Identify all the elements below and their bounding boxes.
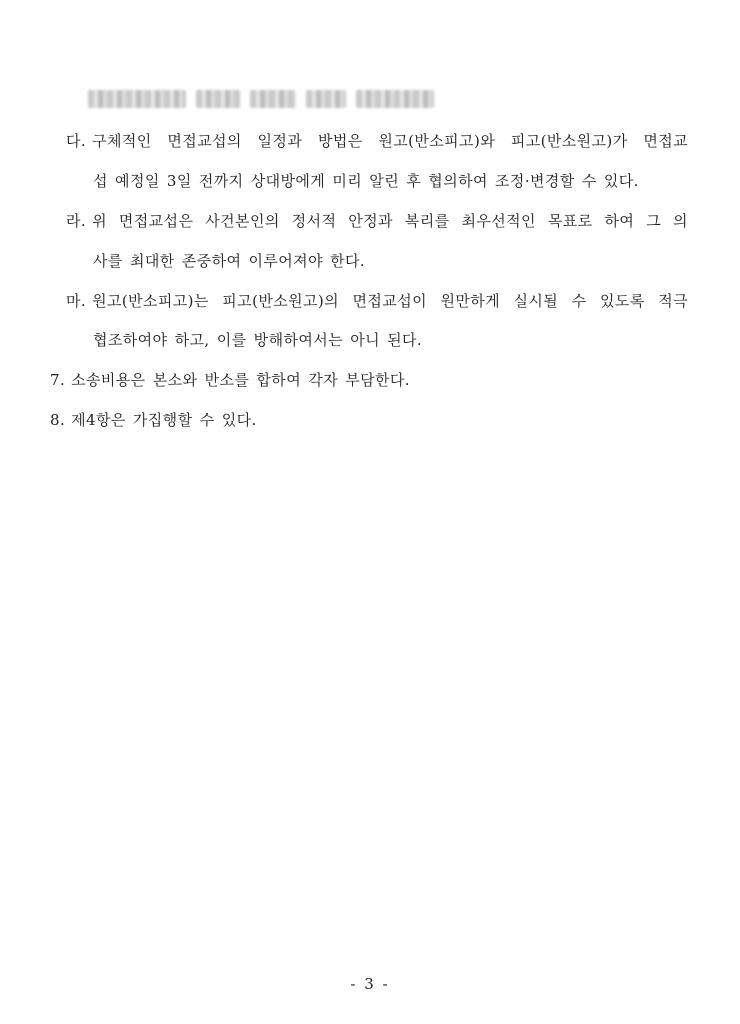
numbered-item-8 [50,410,257,430]
word: 안정과 [348,212,393,230]
word: 피고(반소원고)의 [222,292,340,310]
word: 면접교섭은 [118,212,194,230]
word: 있도록 [600,292,645,310]
word: 방법은 [317,132,363,150]
word: 목표로 [547,212,593,230]
word: 위 [92,212,107,230]
word: 하여 [604,212,635,230]
word: 수 [571,292,587,310]
word: 의 [673,212,688,230]
item-da-line1 [66,131,688,151]
redaction-block [356,90,434,108]
item-da-line2: 섭 예정일 3일 전까지 상대방에게 미리 알린 후 협의하여 조정·변경할 수 있다. [93,172,639,190]
word: 구체적인 [92,132,152,150]
redacted-header [88,89,434,109]
word: 적극 [658,292,688,310]
word: 면접교 [643,132,688,150]
word: 최우선적인 [461,212,536,230]
item-ra-line1 [66,211,688,231]
item-ma-line1 [66,291,688,311]
word: 정서적 [291,212,337,230]
item-marker: 라. [66,212,87,230]
item-marker: 8. [50,411,66,429]
item-ra-line2: 사를 최대한 존중하여 이루어져야 한다. [93,252,366,270]
word: 원만하게 [440,292,501,310]
word: 면접교섭이 [352,292,427,310]
word: 일정과 [257,132,303,150]
redaction-block [250,90,296,108]
word: 원고(반소피고)와 [378,132,496,150]
word: 실시될 [513,292,559,310]
word: 원고(반소피고)는 [92,292,209,310]
item-marker: 7. [50,371,66,389]
item-text: 소송비용은 본소와 반소를 합하여 각자 부담한다. [71,371,410,389]
word: 사건본인의 [205,212,280,230]
word: 면접교섭의 [167,132,242,150]
item-ma-line2: 협조하여야 하고, 이를 방해하여서는 아니 된다. [93,331,423,349]
item-marker: 다. [66,132,87,150]
redaction-block [88,90,186,108]
word: 그 [646,212,662,230]
numbered-item-7 [50,370,410,390]
redaction-block [306,90,346,108]
redaction-block [196,90,240,108]
word: 피고(반소원고)가 [510,132,628,150]
word: 복리를 [404,212,450,230]
item-text: 제4항은 가집행할 수 있다. [71,411,257,429]
page-number: - 3 - [350,975,390,993]
item-marker: 마. [66,292,87,310]
